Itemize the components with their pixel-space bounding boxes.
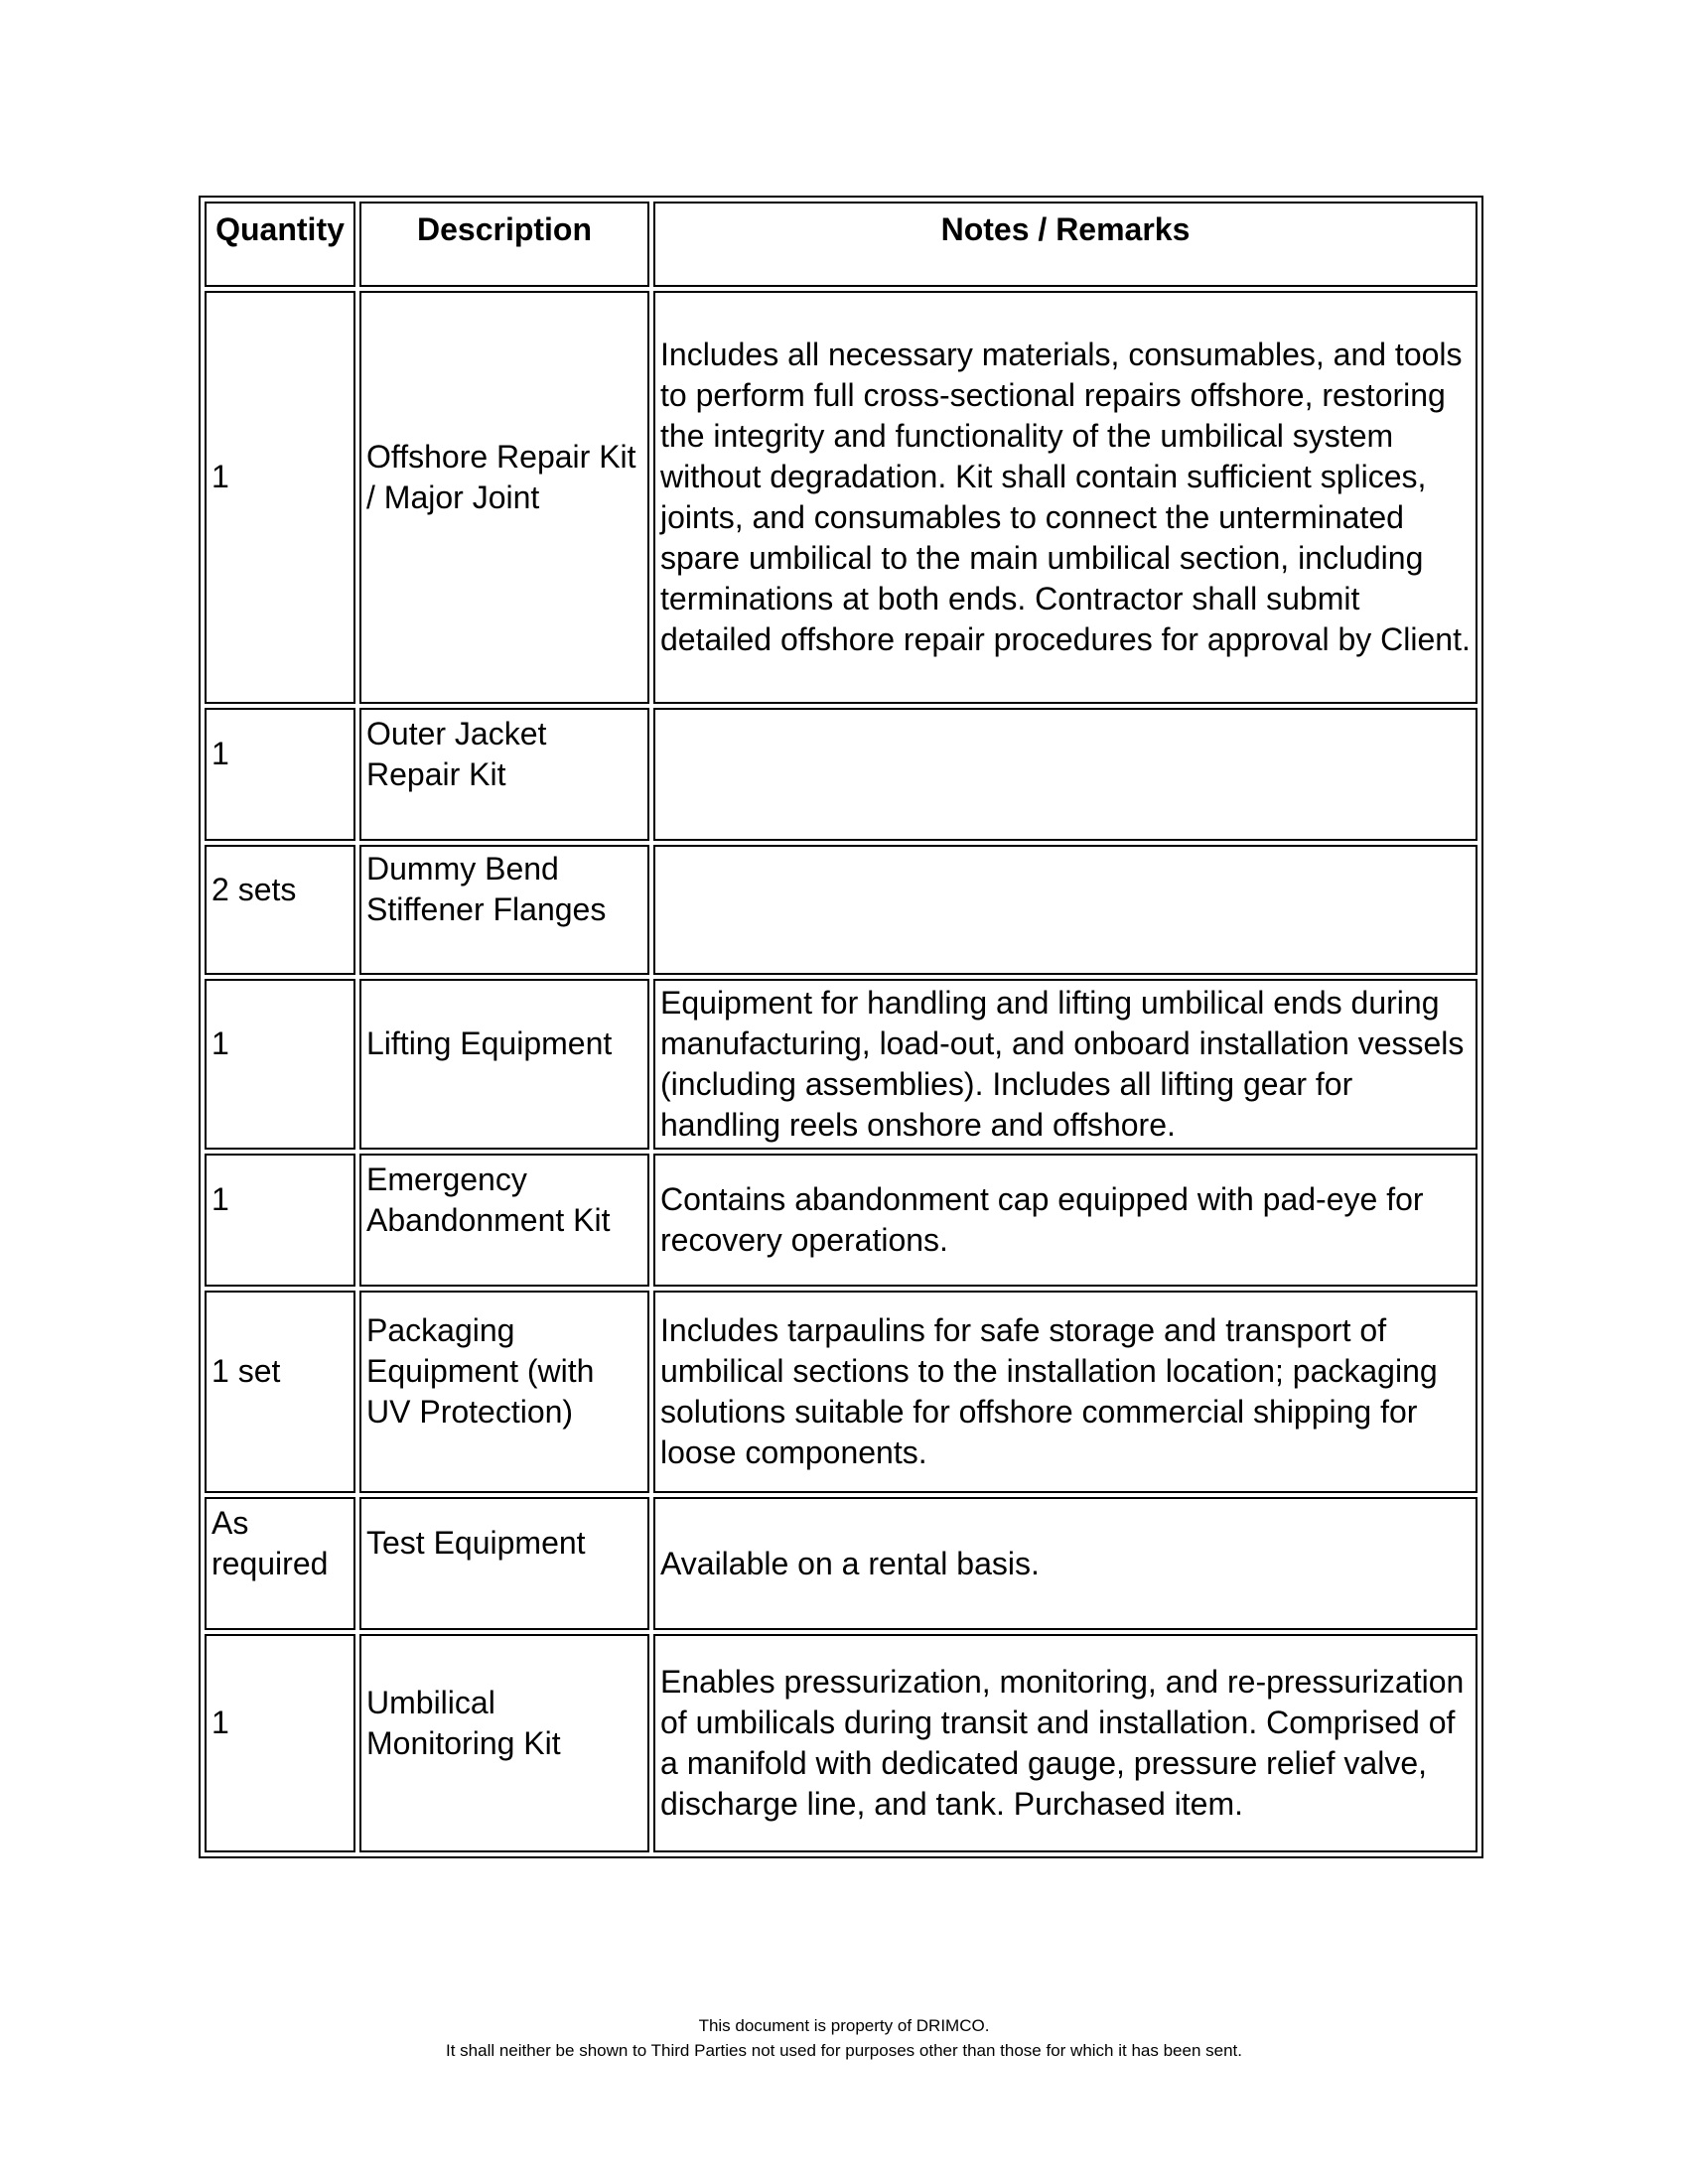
quantity-cell-text: 1 (211, 1025, 229, 1061)
table-header-row (205, 202, 1477, 287)
description-cell-text: Emergency Abandonment Kit (366, 1160, 611, 1238)
confidentiality-footer (0, 2013, 1688, 2063)
quantity-cell-text: 2 sets (211, 871, 297, 907)
quantity-cell (205, 845, 355, 975)
blank-line (211, 1584, 349, 1625)
blank-line (211, 497, 349, 538)
quantity-cell (205, 1291, 355, 1493)
table-row (205, 291, 1477, 704)
quantity-cell (205, 708, 355, 841)
header-quantity: Quantity (205, 202, 355, 287)
notes-cell (653, 1497, 1477, 1630)
description-cell (359, 1634, 649, 1852)
description-cell (359, 845, 649, 975)
description-cell-text: Packaging Equipment (with UV Protection) (366, 1312, 595, 1430)
table-row (205, 979, 1477, 1150)
notes-cell-text: Includes all necessary materials, consumables, and tools to perform full cross-sectional repairs offshore, restoring the integrity and functionality of the umbilical system without degradation. Kit shall contain sufficient splices, joints, and consumables to connect the unterminated spare umbilical to the main umbilical section, including terminations at both ends. Contractor shall submit detailed offshore repair procedures for approval by Client. (660, 337, 1471, 657)
equipment-table (199, 196, 1483, 1858)
notes-cell (653, 1291, 1477, 1493)
description-cell (359, 979, 649, 1150)
description-cell-text: Outer Jacket Repair Kit (366, 715, 547, 792)
description-cell (359, 708, 649, 841)
header-notes: Notes / Remarks (653, 202, 1477, 287)
notes-cell-text: Includes tarpaulins for safe storage and transport of umbilical sections to the installation location; packaging solutions suitable for offshore commercial shipping for loose components. (660, 1312, 1438, 1470)
blank-line (211, 1743, 349, 1784)
description-cell-text: Lifting Equipment (366, 1025, 613, 1061)
description-cell-text: Offshore Repair Kit / Major Joint (366, 438, 636, 515)
quantity-cell (205, 1154, 355, 1287)
blank-line (211, 1064, 349, 1105)
footer-line-2: It shall neither be shown to Third Parties not used for purposes other than those for which it has been sent. (446, 2041, 1242, 2060)
notes-cell (653, 1154, 1477, 1287)
quantity-cell-text: As required (211, 1504, 329, 1581)
blank-line (366, 1433, 642, 1473)
blank-line (366, 1241, 642, 1282)
description-cell-text: Dummy Bend Stiffener Flanges (366, 851, 607, 927)
blank-line (366, 795, 642, 836)
table-row (205, 1497, 1477, 1630)
description-cell (359, 1497, 649, 1630)
blank-line (211, 1392, 349, 1433)
blank-line (366, 518, 642, 559)
table-row (205, 1291, 1477, 1493)
blank-line (211, 910, 349, 951)
notes-cell (653, 1634, 1477, 1852)
quantity-cell-text: 1 set (211, 1353, 281, 1389)
description-cell (359, 1154, 649, 1287)
notes-cell (653, 291, 1477, 704)
notes-cell-text: Enables pressurization, monitoring, and re-pressurization of umbilicals during transit and installation. Comprised of a manifold with dedicated gauge, pressure relief valve, discharge line, and tank. Purchased item. (660, 1664, 1465, 1822)
description-cell (359, 291, 649, 704)
quantity-cell (205, 1497, 355, 1630)
quantity-cell (205, 1634, 355, 1852)
blank-line (366, 1764, 642, 1805)
description-cell-text: Umbilical Monitoring Kit (366, 1684, 561, 1761)
blank-line (366, 1064, 642, 1105)
notes-cell (653, 845, 1477, 975)
notes-cell (653, 979, 1477, 1150)
description-cell (359, 1291, 649, 1493)
header-description: Description (359, 202, 649, 287)
notes-cell-text: Available on a rental basis. (660, 1545, 1040, 1581)
footer-line-1: This document is property of DRIMCO. (698, 2016, 990, 2035)
quantity-cell-text: 1 (211, 1181, 229, 1217)
quantity-cell (205, 979, 355, 1150)
quantity-cell-text: 1 (211, 459, 229, 494)
table-row (205, 1154, 1477, 1287)
description-cell-text: Test Equipment (366, 1525, 586, 1561)
table-row (205, 1634, 1477, 1852)
quantity-cell-text: 1 (211, 736, 229, 771)
blank-line (211, 1220, 349, 1261)
blank-line (366, 930, 642, 971)
quantity-cell-text: 1 (211, 1705, 229, 1740)
blank-line (211, 774, 349, 815)
quantity-cell (205, 291, 355, 704)
notes-cell (653, 708, 1477, 841)
table-row (205, 845, 1477, 975)
blank-line (366, 1564, 642, 1604)
table-row (205, 708, 1477, 841)
notes-cell-text: Contains abandonment cap equipped with pad-eye for recovery operations. (660, 1181, 1424, 1258)
notes-cell-text: Equipment for handling and lifting umbilical ends during manufacturing, load-out, and onboard installation vessels (including assemblies). Includes all lifting gear for handling reels onshore and offshore. (660, 985, 1465, 1143)
